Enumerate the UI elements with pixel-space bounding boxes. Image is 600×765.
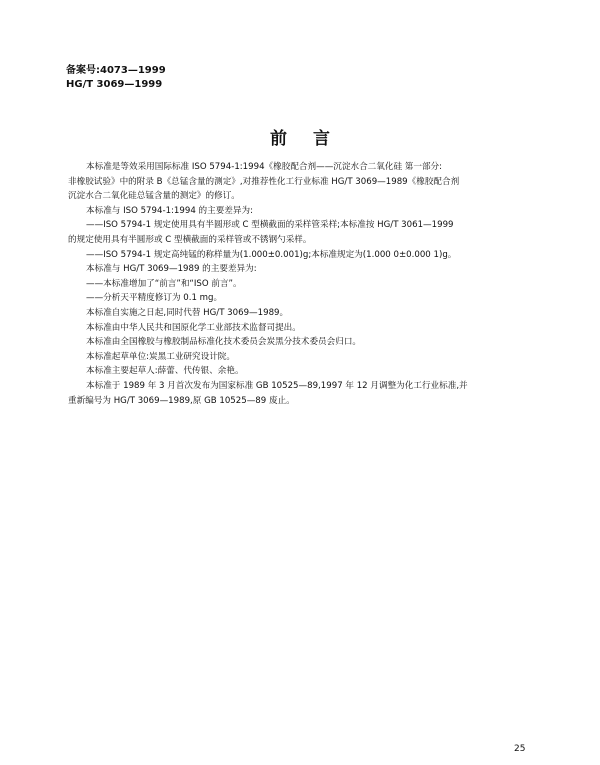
paragraph-line: 重新编号为 HG/T 3069—1989,原 GB 10525—89 废止。 (68, 395, 295, 406)
paragraph-line: 本标准由全国橡胶与橡胶制品标准化技术委员会炭黑分技术委员会归口。 (86, 337, 362, 348)
paragraph-line: 沉淀水合二氧化硅总锰含量的测定》的修订。 (68, 191, 240, 202)
document-header (66, 64, 166, 92)
paragraph-line: ——分析天平精度修订为 0.1 mg。 (86, 293, 223, 304)
section-title: 前言 (270, 129, 356, 149)
paragraph-line: 本标准与 ISO 5794-1:1994 的主要差异为: (86, 205, 253, 216)
paragraph-line: 本标准于 1989 年 3 月首次发布为国家标准 GB 10525—89,1997 年 12 月调整为化工行业标准,并 (86, 380, 468, 391)
paragraph-line: 本标准由中华人民共和国原化学工业部技术监督司提出。 (86, 322, 301, 333)
paragraph-line: 的规定使用具有半圆形或 C 型横截面的采样管或不锈钢勺采样。 (68, 234, 312, 245)
paragraph-line: ——本标准增加了“前言”和“ISO 前言”。 (86, 278, 242, 289)
paragraph-line: ——ISO 5794-1 规定高纯锰的称样量为(1.000±0.001)g;本标准规定为(1.000 0±0.000 1)g。 (86, 249, 457, 260)
paragraph-line: 本标准自实施之日起,同时代替 HG/T 3069—1989。 (86, 307, 289, 318)
paragraph-line: 本标准是等效采用国际标准 ISO 5794-1:1994《橡胶配合剂——沉淀水合二氧化硅 第一部分: (86, 162, 443, 172)
paragraph-line: 本标准起草单位:炭黑工业研究设计院。 (86, 351, 235, 362)
page-number: 25 (514, 744, 526, 754)
record-number: 备案号:4073—1999 (66, 65, 166, 76)
paragraph-line: 本标准与 HG/T 3069—1989 的主要差异为: (86, 264, 257, 275)
standard-number: HG/T 3069—1999 (66, 79, 163, 90)
foreword-body (68, 160, 534, 408)
paragraph-line: ——ISO 5794-1 规定使用具有半圆形或 C 型横截面的采样管采样;本标准按 HG/T 3061—1999 (86, 220, 454, 231)
paragraph-line: 非橡胶试验》中的附录 B《总锰含量的测定》,对推荐性化工行业标准 HG/T 3069—1989《橡胶配合剂 (68, 176, 460, 187)
paragraph-line: 本标准主要起草人:薛蕾、代传银、余艳。 (86, 366, 244, 377)
